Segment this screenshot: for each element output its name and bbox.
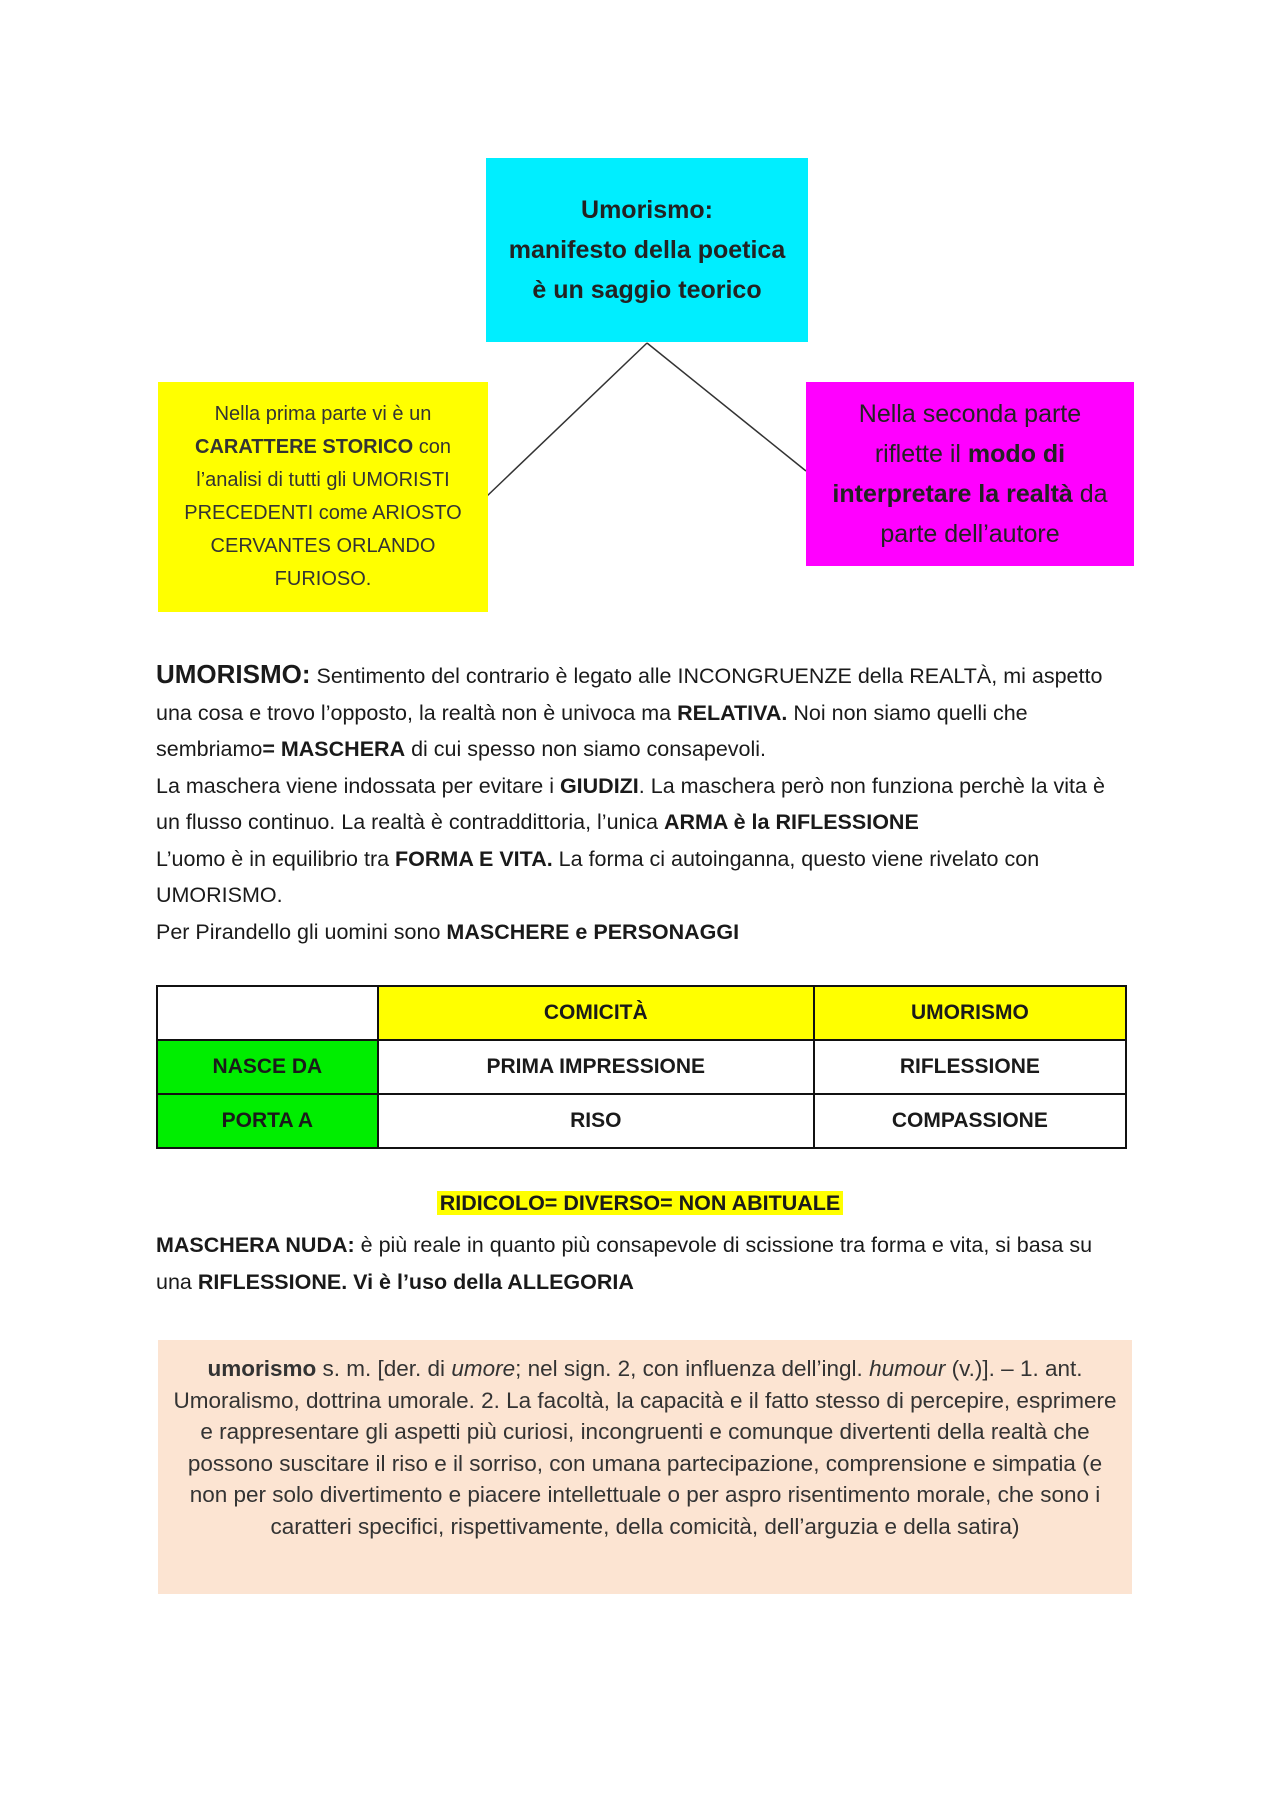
paragraph-3 xyxy=(156,841,1126,914)
text-span: ; nel sign. 2, con influenza dell’ingl. xyxy=(515,1356,870,1381)
section-title: UMORISMO: xyxy=(156,659,311,689)
connector-right xyxy=(647,343,806,471)
left-box xyxy=(158,382,488,612)
right-box-line xyxy=(832,474,1107,514)
table-cell: RIFLESSIONE xyxy=(814,1040,1126,1094)
table-row xyxy=(157,1094,1126,1148)
connector-left xyxy=(486,343,647,497)
italic-span: umore xyxy=(451,1356,516,1381)
definition-headword: umorismo xyxy=(207,1356,317,1381)
maschera-nuda-paragraph xyxy=(156,1227,1126,1300)
bold-span: = MASCHERA xyxy=(262,737,406,761)
table-cell: RISO xyxy=(378,1094,814,1148)
dictionary-definition xyxy=(158,1340,1132,1594)
left-box-line: FURIOSO. xyxy=(274,568,372,590)
left-box-line xyxy=(184,431,461,464)
text-span: La forma ci autoinganna, questo viene rivelato con UMORISMO. xyxy=(156,846,1040,907)
paragraph-4 xyxy=(156,914,1126,951)
left-box-line: l’analisi di tutti gli UMORISTI xyxy=(196,469,450,491)
table-header-empty xyxy=(157,986,378,1040)
table-header-row xyxy=(157,986,1126,1040)
right-box-line: Nella seconda parte xyxy=(858,400,1082,428)
text-span: s. m. [der. di xyxy=(316,1356,452,1381)
right-box xyxy=(806,382,1134,566)
left-box-bold: CARATTERE STORICO xyxy=(195,436,414,458)
italic-span: humour xyxy=(869,1356,946,1381)
umorismo-paragraph xyxy=(156,656,1126,950)
right-box-bold: interpretare la realtà xyxy=(832,480,1073,508)
maschera-paragraph xyxy=(156,1227,1126,1300)
table-cell: PRIMA IMPRESSIONE xyxy=(378,1040,814,1094)
table-cell: COMPASSIONE xyxy=(814,1094,1126,1148)
highlight-text: RIDICOLO= DIVERSO= NON ABITUALE xyxy=(437,1191,844,1215)
left-box-line: Nella prima parte vi è un xyxy=(214,403,432,425)
table-row xyxy=(157,1040,1126,1094)
right-box-line: parte dell’autore xyxy=(880,520,1060,548)
text-span: L’uomo è in equilibrio tra xyxy=(156,846,396,871)
bold-span: MASCHERE e PERSONAGGI xyxy=(446,919,740,944)
center-box-line: manifesto della poetica xyxy=(508,236,786,264)
bold-span: ARMA è la RIFLESSIONE xyxy=(663,810,919,834)
bold-span: MASCHERA NUDA: xyxy=(156,1233,355,1257)
left-box-line: CERVANTES ORLANDO xyxy=(210,535,436,557)
bold-span: RIFLESSIONE. Vi è l’uso della ALLEGORIA xyxy=(197,1269,634,1294)
paragraph-1 xyxy=(156,656,1126,768)
left-box-text: con xyxy=(413,436,451,458)
right-box-text: da xyxy=(1072,480,1108,508)
text-span: Per Pirandello gli uomini sono xyxy=(156,919,447,944)
bold-span: FORMA E VITA. xyxy=(395,846,553,871)
comparison-table xyxy=(156,985,1127,1149)
table-row-label: PORTA A xyxy=(157,1094,378,1148)
paragraph-2 xyxy=(156,768,1126,841)
text-span: La maschera viene indossata per evitare i xyxy=(156,773,560,798)
table-row-label: NASCE DA xyxy=(157,1040,378,1094)
right-box-line xyxy=(832,434,1107,474)
bold-span: GIUDIZI xyxy=(559,773,639,798)
bold-span: RELATIVA. xyxy=(677,700,788,725)
definition-text xyxy=(172,1353,1118,1542)
text-span: di cui spesso non siamo consapevoli. xyxy=(405,737,767,761)
text-span: . La maschera però non funziona perchè la vita è un flusso continuo. La realtà è contraddittoria, l’unica xyxy=(156,773,1105,834)
center-box-line: è un saggio teorico xyxy=(532,276,762,304)
text-span: è più reale in quanto più consapevole di scissione tra forma e vita, si basa su una xyxy=(156,1233,1093,1294)
right-box-text: riflette il xyxy=(874,440,968,468)
table-header-comicita: COMICITÀ xyxy=(378,986,814,1040)
right-box-bold: modo di xyxy=(967,440,1066,468)
text-span: Sentimento del contrario è legato alle INCONGRUENZE della REALTÀ, mi aspetto una cosa e trovo l’opposto, la realtà non è univoca ma xyxy=(156,664,1103,725)
center-box-line: Umorismo: xyxy=(581,196,713,224)
text-span: (v.)]. – 1. ant. Umoralismo, dottrina umorale. 2. La facoltà, la capacità e il fatto stesso di percepire, esprimere e rappresentare gli aspetti più curiosi, incongruenti e comunque divertenti della realtà che possono suscitare il riso e il sorriso, con umana partecipazione, comprensione e simpatia (e non per solo divertimento e piacere intellettuale o per aspro risentimento morale, che sono i caratteri specifici, rispettivamente, della comicità, dell’arguzia e della satira) xyxy=(173,1356,1117,1539)
left-box-line: PRECEDENTI come ARIOSTO xyxy=(184,502,462,524)
text-span: Noi non siamo quelli che sembriamo xyxy=(156,700,1028,761)
ridicolo-highlight xyxy=(0,1191,1280,1216)
table-header-umorismo: UMORISMO xyxy=(814,986,1126,1040)
